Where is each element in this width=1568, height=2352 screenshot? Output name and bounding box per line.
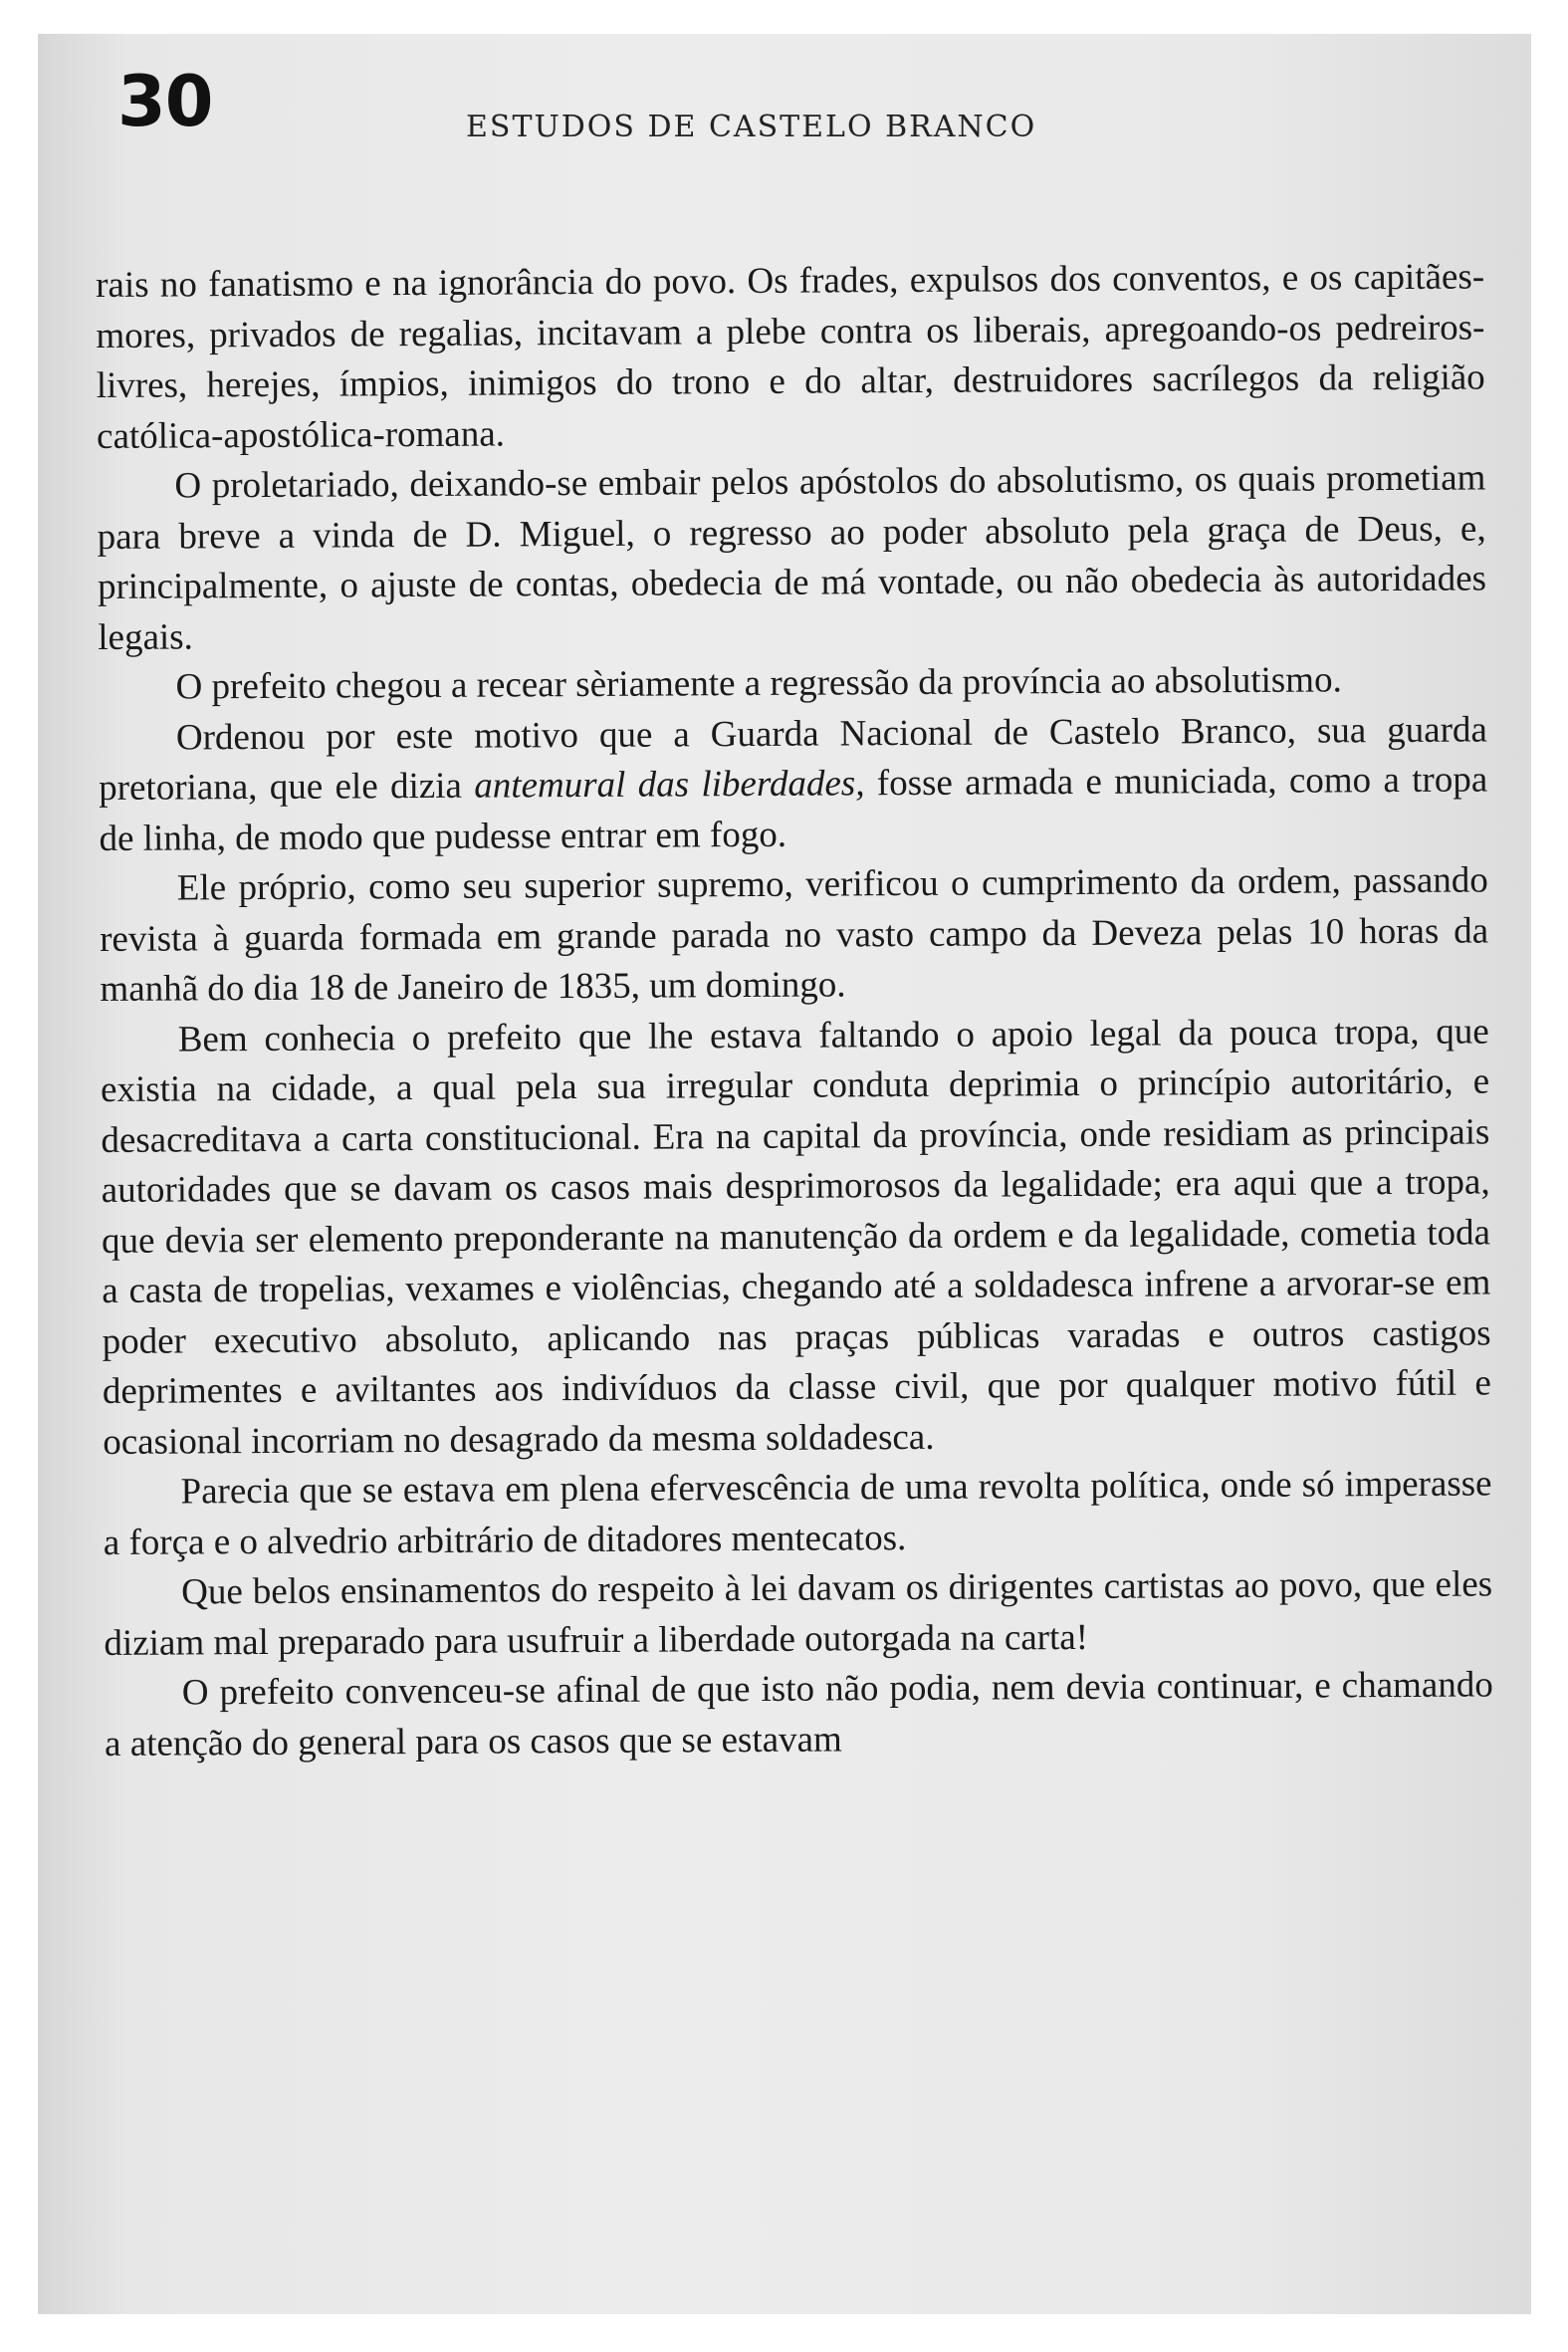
paragraph-2: O proletariado, deixando-se embair pelos apóstolos do absolutismo, os quais prometiam para breve a vinda de D. Miguel, o regresso ao poder absoluto pela graça de Deus, e, principalmente, o ajuste de contas, obedecia de má vontade, ou não obedecia às autoridades legais. [97,457,1487,658]
paragraph-7: Parecia que se estava em plena efervescência de uma revolta política, onde só imperasse a força e o alvedrio arbitrário de ditadores mentecatos. [103,1463,1492,1563]
paragraph-9: O prefeito convenceu-se afinal de que isto não podia, nem devia continuar, e chamando a atenção do general para os casos que se estavam [104,1664,1493,1764]
paragraph-8: Que belos ensinamentos do respeito à lei davam os dirigentes cartistas ao povo, que eles diziam mal preparado para usufruir a liberdade outorgada na carta! [104,1563,1493,1664]
paragraph-4 [99,705,1488,864]
paragraph-4-start: Ordenou por este motivo que a Guarda Nacional de Castelo Branco, sua guarda pretoriana, que ele dizia [99,708,1488,809]
body-text [96,252,1493,1768]
paragraph-6: Bem conhecia o prefeito que lhe estava faltando o apoio legal da pouca tropa, que existia na cidade, a qual pela sua irregular conduta deprimia o princípio autoritário, e desacreditava a carta constitucional. Era na capital da província, onde residiam as principais autoridades que se davam os casos mais desprimorosos da legalidade; era aqui que a tropa, que devia ser elemento preponderante na manutenção da ordem e da legalidade, cometia toda a casta de tropelias, vexames e violências, chegando até a soldadesca infrene a arvorar-se em poder executivo absoluto, aplicando nas praças públicas varadas e outros castigos deprimentes e aviltantes aos indivíduos da classe civil, que por qualquer motivo fútil e ocasional incorriam no desagrado da mesma soldadesca. [100,1010,1492,1463]
paragraph-4-italic: antemural das liberdades, [474,763,865,807]
paragraph-3: O prefeito chegou a recear sèriamente a regressão da província ao absolutismo. [175,659,1342,708]
running-title: ESTUDOS DE CASTELO BRANCO [466,110,1037,144]
page-number: 30 [117,61,213,142]
paragraph-5: Ele próprio, como seu superior supremo, verificou o cumprimento da ordem, passando revista à guarda formada em grande parada no vasto campo da Deveza pelas 10 horas da manhã do dia 18 de Janeiro de 1835, um domingo. [100,859,1489,1010]
paragraph-4-end: fosse armada e municiada, como a tropa de linha, de modo que pudesse entrar em fogo. [99,759,1488,859]
paragraph-1: rais no fanatismo e na ignorância do povo. Os frades, expulsos dos conventos, e os capitães-mores, privados de regalias, incitavam a plebe contra os liberais, apregoando-os pedreiros-livres, herejes, ímpios, inimigos do trono e do altar, destruidores sacrílegos da religião católica-apostólica-romana. [96,256,1485,457]
